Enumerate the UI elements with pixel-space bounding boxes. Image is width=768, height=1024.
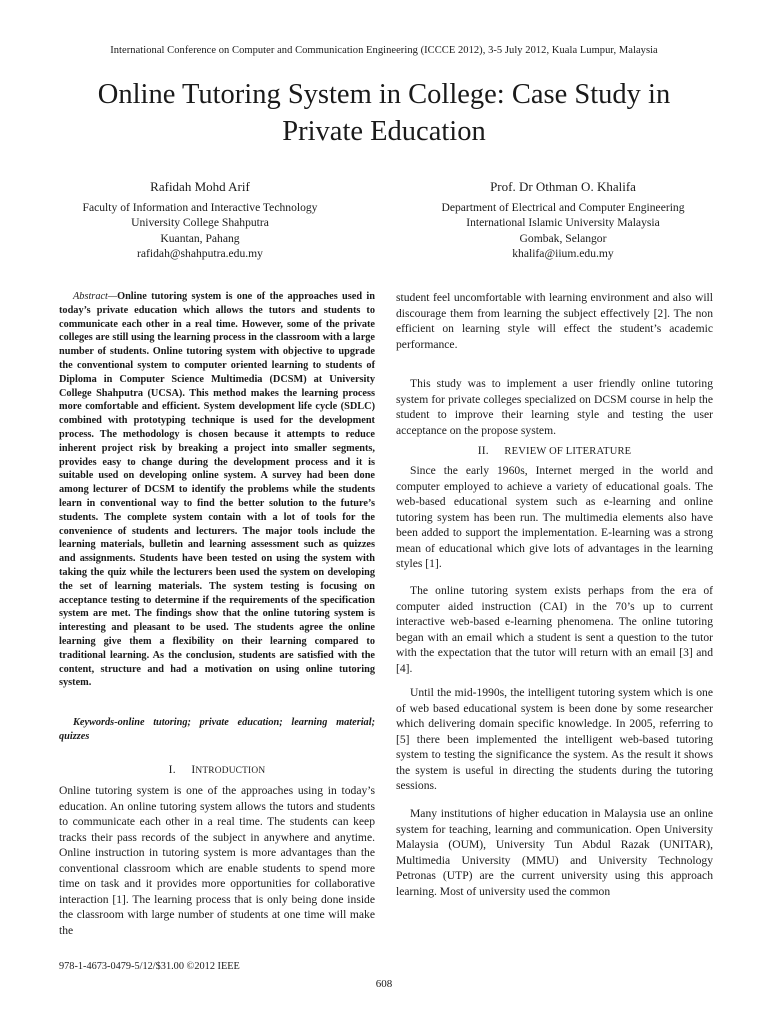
author-email: khalifa@iium.edu.my — [512, 247, 614, 260]
right-column-study — [396, 376, 713, 438]
abstract-lead: Abstract— — [73, 291, 118, 302]
author-location: Kuantan, Pahang — [160, 231, 240, 245]
introduction-text — [59, 783, 375, 938]
section-numeral: II. — [477, 444, 489, 457]
literature-para-2 — [396, 583, 713, 676]
keywords: Keywords-online tutoring; private education; learning material; quizzes — [59, 717, 375, 742]
author-name: Prof. Dr Othman O. Khalifa — [490, 179, 636, 194]
author-institution: University College Shahputra — [131, 216, 269, 229]
author-affiliation: Faculty of Information and Interactive Technology — [82, 200, 318, 214]
section-heading-literature — [396, 443, 713, 460]
section-numeral: I. — [168, 763, 176, 776]
author-email: rafidah@shahputra.edu.my — [137, 247, 263, 260]
copyright-footer: 978-1-4673-0479-5/12/$31.00 ©2012 IEEE — [59, 961, 240, 972]
author-location: Gombak, Selangor — [519, 231, 607, 245]
paragraph: The online tutoring system exists perhaps from the era of computer aided instruction (CAI) in the 70’s up to current interactive web-based e-learning phenomena. The online tutoring began with an email which a student is sent a question to the tutor with the expectation that the tutor will return with an email [3] and [4]. — [396, 584, 713, 675]
paper-title: Online Tutoring System in College: Case Study in Private Education — [97, 79, 671, 147]
literature-para-4 — [396, 806, 713, 899]
literature-para-1 — [396, 463, 713, 572]
left-column — [59, 290, 375, 690]
paragraph: Many institutions of higher education in Malaysia use an online system for teaching, learning and communication. Open University Malaysia (OUM), University Tun Abdul Razak (UNITAR), Multimedia University (MMU) and University Technology Petronas (UTP) are the current university using this approach learning. Most of university used the common — [396, 807, 713, 898]
author-affiliation: Department of Electrical and Computer Engineering — [441, 200, 685, 214]
author-institution: International Islamic University Malaysia — [466, 216, 660, 229]
section-title: REVIEW OF LITERATURE — [504, 446, 632, 457]
paragraph: This study was to implement a user friendly online tutoring system for private colleges specialized on DCSM course in help the student to improve their learning style and testing the user acceptance on the propose system. — [396, 377, 713, 437]
section-heading-introduction — [59, 762, 375, 780]
literature-para-3 — [396, 685, 713, 794]
author-name: Rafidah Mohd Arif — [150, 179, 250, 194]
abstract — [59, 290, 375, 690]
keywords-block — [59, 716, 375, 744]
section-title-rest: NTRODUCTION — [195, 766, 266, 776]
section-title-initial: I — [191, 763, 196, 776]
paragraph: Since the early 1960s, Internet merged in the world and computer employed to achieve a variety of educational goals. The web-based educational system such as e-learning and online tutoring system has been run. The multimedia elements also have been added to support the implementation. E-learning was a strong mean of educational which give lots of advantages in the learning styles [1]. — [396, 464, 713, 570]
page-number: 608 — [375, 978, 393, 990]
abstract-text: Online tutoring system is one of the approaches used in today’s private education which allows the tutors and students to communicate each other in a real time. However, some of the private colleges are still using the learning process in the classroom with a large number of students. Online tutoring system with objective to upgrade the conventional system to computer oriented learning to students of Diploma in Computer Science Multimedia (DCSM) at University College Shahputra (UCSA). This method makes the learning process more comfortable and efficient. System development life cycle (SDLC) combined with prototyping technique is used for the development process. The methodology is chosen because it attempts to reduce inherent project risk by breaking a project into smaller segments, provides easy to change during the development process and it is suitable used on developing online system. A survey had been done among lecturer of DCSM to identify the problems while the students learn in conventional way to find the better solution to the future’s students. The complete system contain with a lot of tools for the convenience of students and lecturers. The major tools include the learning materials, bulletin and learning assessment such as quizzes and assignments. Students have been tested on using the system with taking the quiz while the lecturers been used the system on developing the set of learning materials. The system testing is focusing on acceptance testing to determine if the requirements of the specification system are met. The findings show that the online tutoring system is interesting and pleasant to be used. The students agree the online learning give them a flexibility on their learning compared to traditional learning. As the conclusion, students are satisfied with the content, structure and had a motivation on using online tutoring system. — [59, 291, 375, 689]
paragraph: student feel uncomfortable with learning environment and also will discourage them from learning the subject effectively [2]. The non efficient on learning style will effect the student’s academic performance. — [396, 291, 713, 351]
right-column-continued — [396, 290, 713, 352]
author-block-1 — [40, 179, 360, 262]
author-block-2 — [398, 179, 728, 262]
paragraph: Online tutoring system is one of the approaches using in today’s education. An online tutoring system allows the tutors and students to communicate each other in a real time. The students can keep tracks their pass records of the subject in anywhere and anytime. Online instruction in tutoring system is more advantages than the conventional classroom which are enable students to spend more time on task and it provides more opportunities for collaborative interaction [1]. The learning process that is only being done inside the classroom with large number of students at one time will make the — [59, 784, 375, 937]
conference-header: International Conference on Computer and Communication Engineering (ICCCE 2012), 3-5 July 2012, Kuala Lumpur, Malaysia — [110, 45, 658, 56]
paragraph: Until the mid-1990s, the intelligent tutoring system which is one of web based educational system is been done by some researcher which delivering domain specific knowledge. In 2005, referring to [5] there been implemented the intelligent web-based tutoring system to testing the significance the system. As the result it shows the system is useful in directing the students during the tutoring sessions. — [396, 686, 713, 792]
